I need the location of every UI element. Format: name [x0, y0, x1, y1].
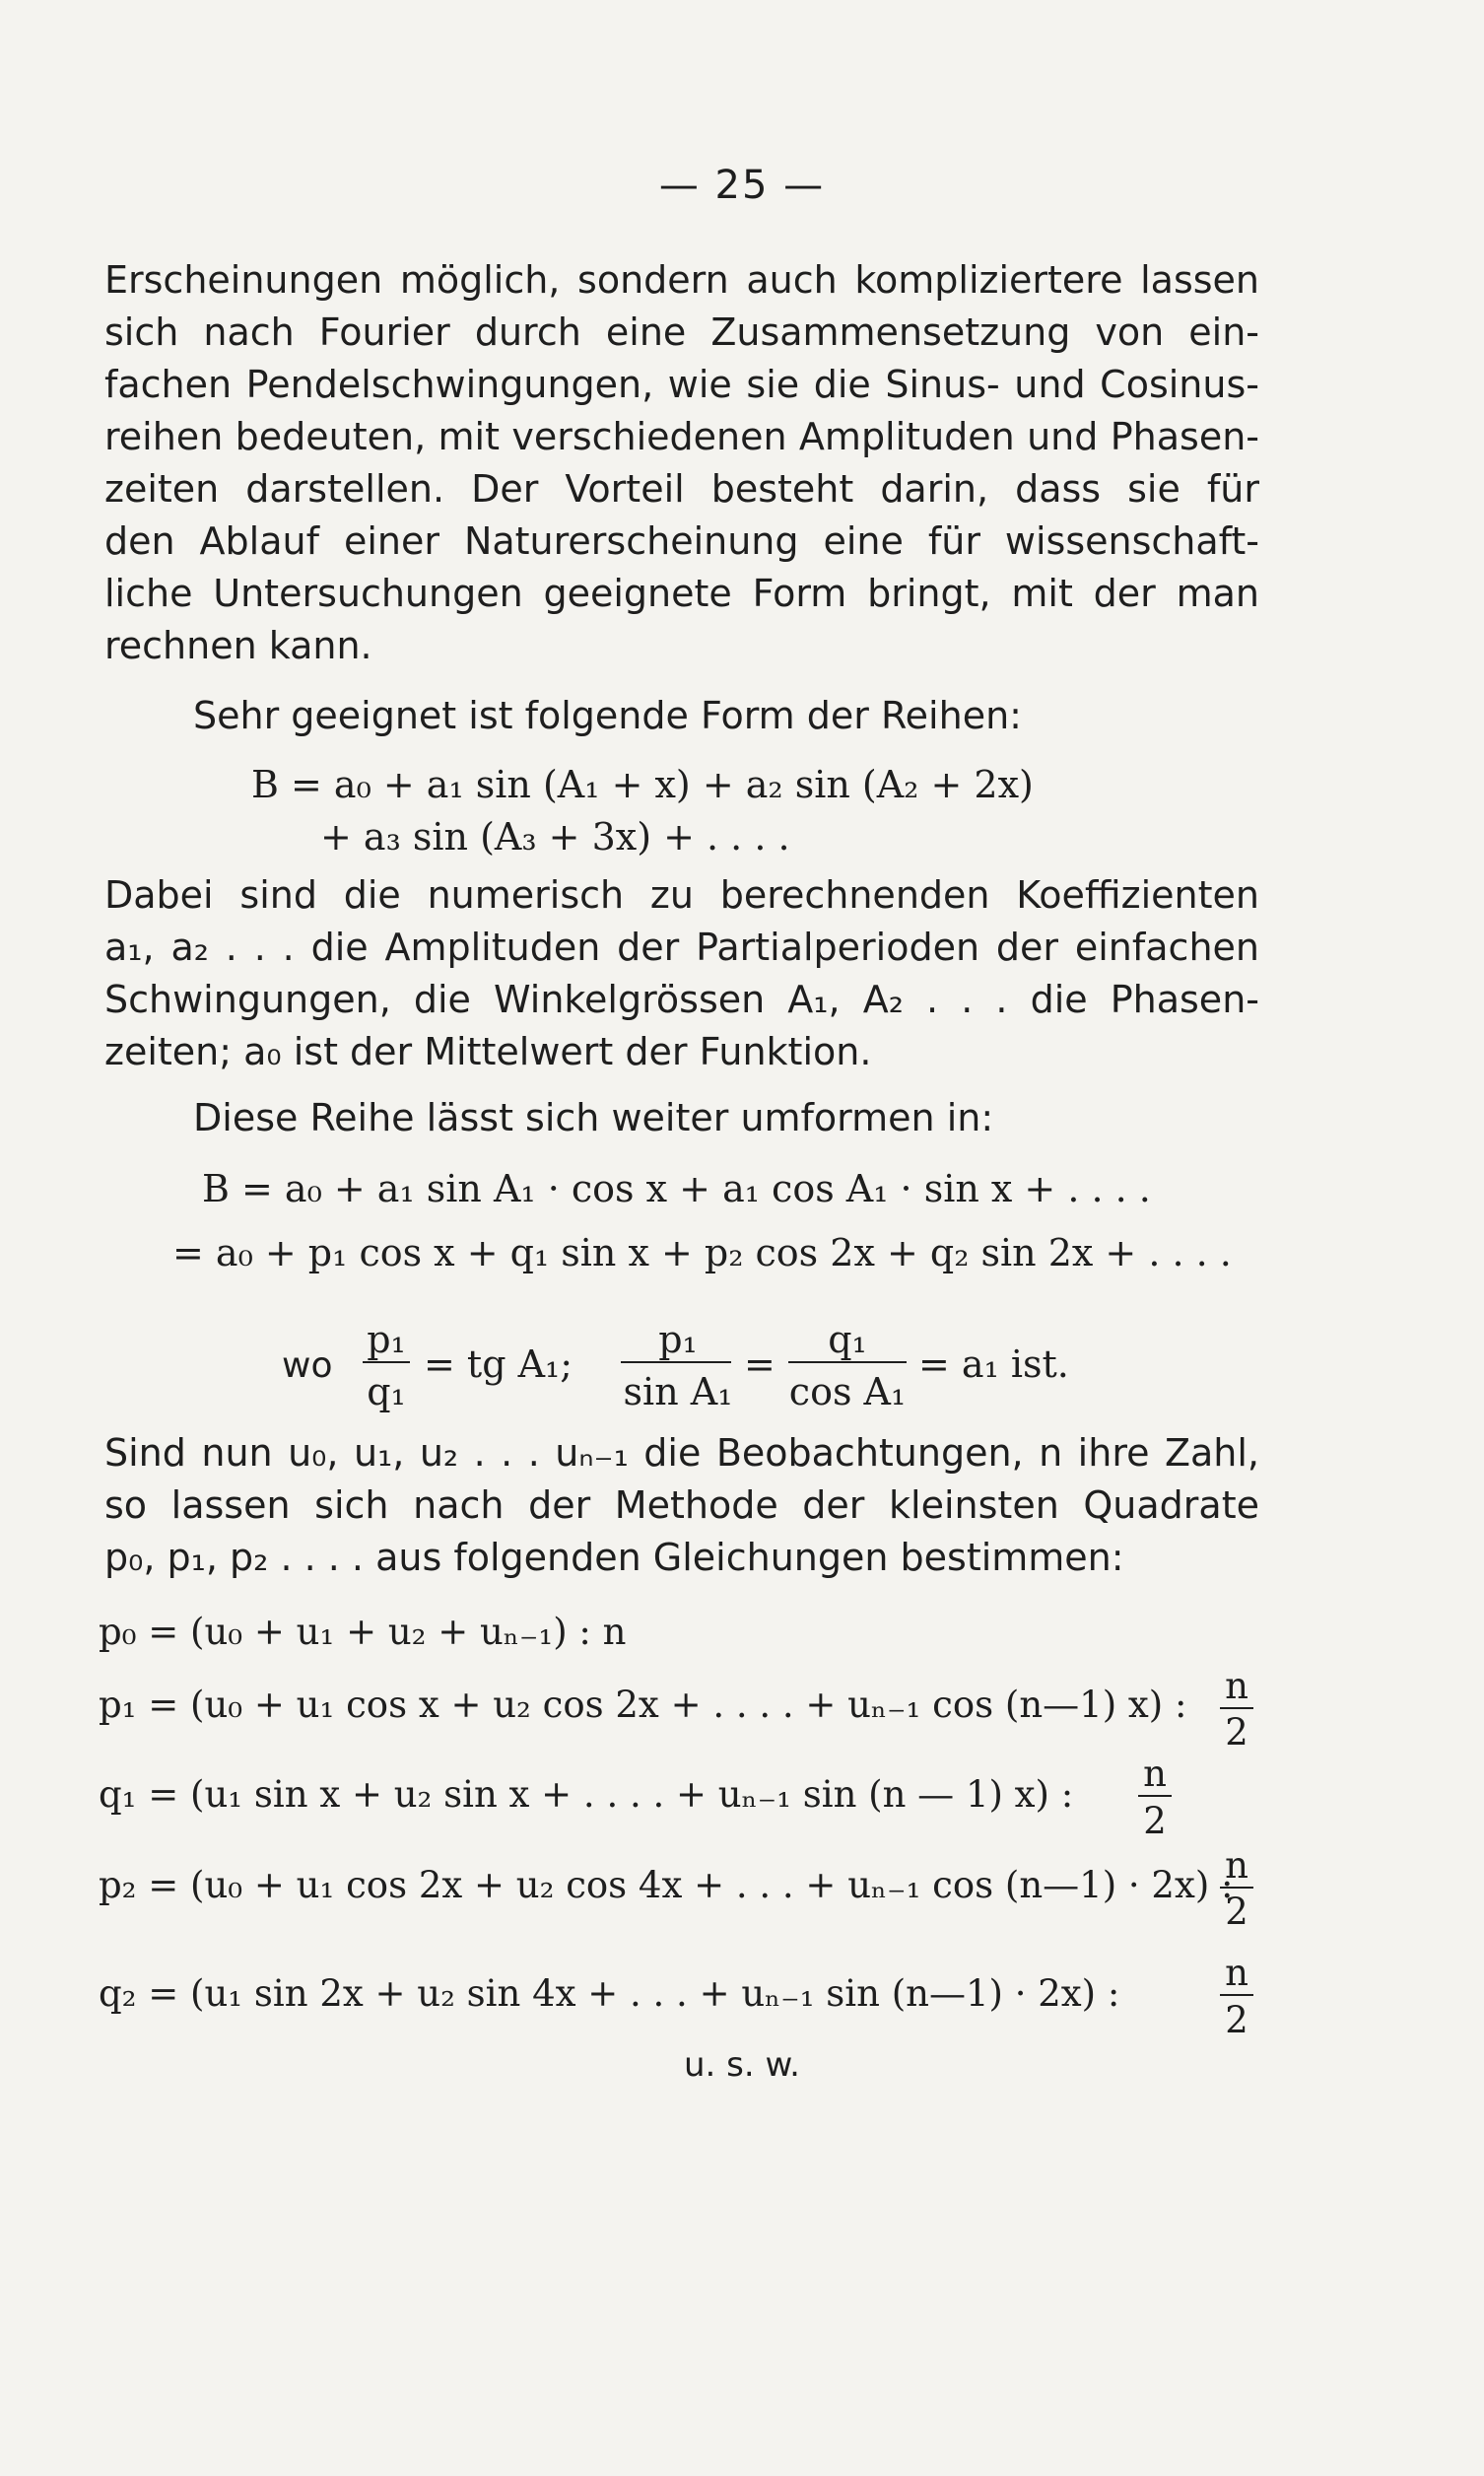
- fraction-numerator: q₁: [828, 1318, 867, 1361]
- wo-label: wo: [282, 1345, 333, 1386]
- fraction-numerator: n: [1225, 1844, 1248, 1887]
- equation-p2: p₂ = (u₀ + u₁ cos 2x + u₂ cos 4x + . . . + uₙ₋₁ cos (n—1) · 2x) :: [99, 1864, 1234, 1906]
- equation-q2: q₂ = (u₁ sin 2x + u₂ sin 4x + . . . + uₙ₋₁ sin (n—1) · 2x) :: [99, 1972, 1120, 2015]
- text-line: p₀, p₁, p₂ . . . . aus folgenden Gleichungen bestimmen:: [104, 1536, 1124, 1579]
- page-number: — 25 —: [658, 163, 826, 208]
- fraction-denominator: q₁: [367, 1370, 406, 1413]
- equation-line: + a₃ sin (A₃ + 3x) + . . . .: [320, 815, 790, 859]
- fraction-numerator: n: [1225, 1665, 1248, 1707]
- fraction-denominator: 2: [1225, 1711, 1248, 1754]
- fraction-numerator: p₁: [658, 1318, 698, 1361]
- fraction-numerator: n: [1225, 1952, 1248, 1994]
- equation-line: B = a₀ + a₁ sin A₁ · cos x + a₁ cos A₁ · sin x + . . . .: [202, 1167, 1151, 1210]
- text-line: a₁, a₂ . . . die Amplituden der Partialperioden der einfachen: [104, 926, 1259, 969]
- text-line: Dabei sind die numerisch zu berechnenden Koeffizienten: [104, 873, 1259, 917]
- text-line: sich nach Fourier durch eine Zusammensetzung von ein-: [104, 310, 1259, 354]
- fraction-denominator: 2: [1143, 1800, 1167, 1842]
- fraction-numerator: n: [1143, 1753, 1167, 1795]
- fraction-denominator: cos A₁: [788, 1370, 907, 1413]
- equation-p0: p₀ = (u₀ + u₁ + u₂ + uₙ₋₁) : n: [99, 1611, 627, 1653]
- text-line: so lassen sich nach der Methode der kleinsten Quadrate: [104, 1483, 1259, 1527]
- equation-text: =: [744, 1342, 776, 1386]
- equation-q1: q₁ = (u₁ sin x + u₂ sin x + . . . . + uₙ₋₁ sin (n — 1) x) :: [99, 1773, 1074, 1816]
- text-line: Sehr geeignet ist folgende Form der Reihen:: [193, 694, 1022, 737]
- equation-text: = tg A₁;: [424, 1342, 573, 1386]
- text-line: reihen bedeuten, mit verschiedenen Amplituden und Phasen-: [104, 415, 1259, 458]
- fraction-denominator: 2: [1225, 1891, 1248, 1933]
- text-line: rechnen kann.: [104, 624, 372, 667]
- equation-line: = a₀ + p₁ cos x + q₁ sin x + p₂ cos 2x + q₂ sin 2x + . . . .: [172, 1231, 1232, 1274]
- equation-p1: p₁ = (u₀ + u₁ cos x + u₂ cos 2x + . . . . + uₙ₋₁ cos (n—1) x) :: [99, 1684, 1187, 1726]
- equation-text: = a₁ ist.: [918, 1342, 1069, 1386]
- equation-line: B = a₀ + a₁ sin (A₁ + x) + a₂ sin (A₂ + 2x): [251, 763, 1034, 806]
- text-line: Diese Reihe lässt sich weiter umformen in:: [193, 1096, 994, 1139]
- text-line: Schwingungen, die Winkelgrössen A₁, A₂ . . . die Phasen-: [104, 978, 1259, 1021]
- text-line: liche Untersuchungen geeignete Form bringt, mit der man: [104, 572, 1259, 615]
- fraction-numerator: p₁: [367, 1318, 406, 1361]
- text-line: den Ablauf einer Naturerscheinung eine für wissenschaft-: [104, 519, 1259, 563]
- fraction-denominator: sin A₁: [623, 1370, 733, 1413]
- fraction-denominator: 2: [1225, 1999, 1248, 2041]
- text-line: zeiten; a₀ ist der Mittelwert der Funktion.: [104, 1030, 872, 1073]
- text-line: Erscheinungen möglich, sondern auch kompliziertere lassen: [104, 258, 1259, 302]
- text-line: zeiten darstellen. Der Vorteil besteht darin, dass sie für: [104, 467, 1259, 511]
- closing-abbreviation: u. s. w.: [684, 2045, 800, 2085]
- text-line: fachen Pendelschwingungen, wie sie die Sinus- und Cosinus-: [104, 363, 1259, 406]
- text-line: Sind nun u₀, u₁, u₂ . . . uₙ₋₁ die Beobachtungen, n ihre Zahl,: [104, 1431, 1259, 1475]
